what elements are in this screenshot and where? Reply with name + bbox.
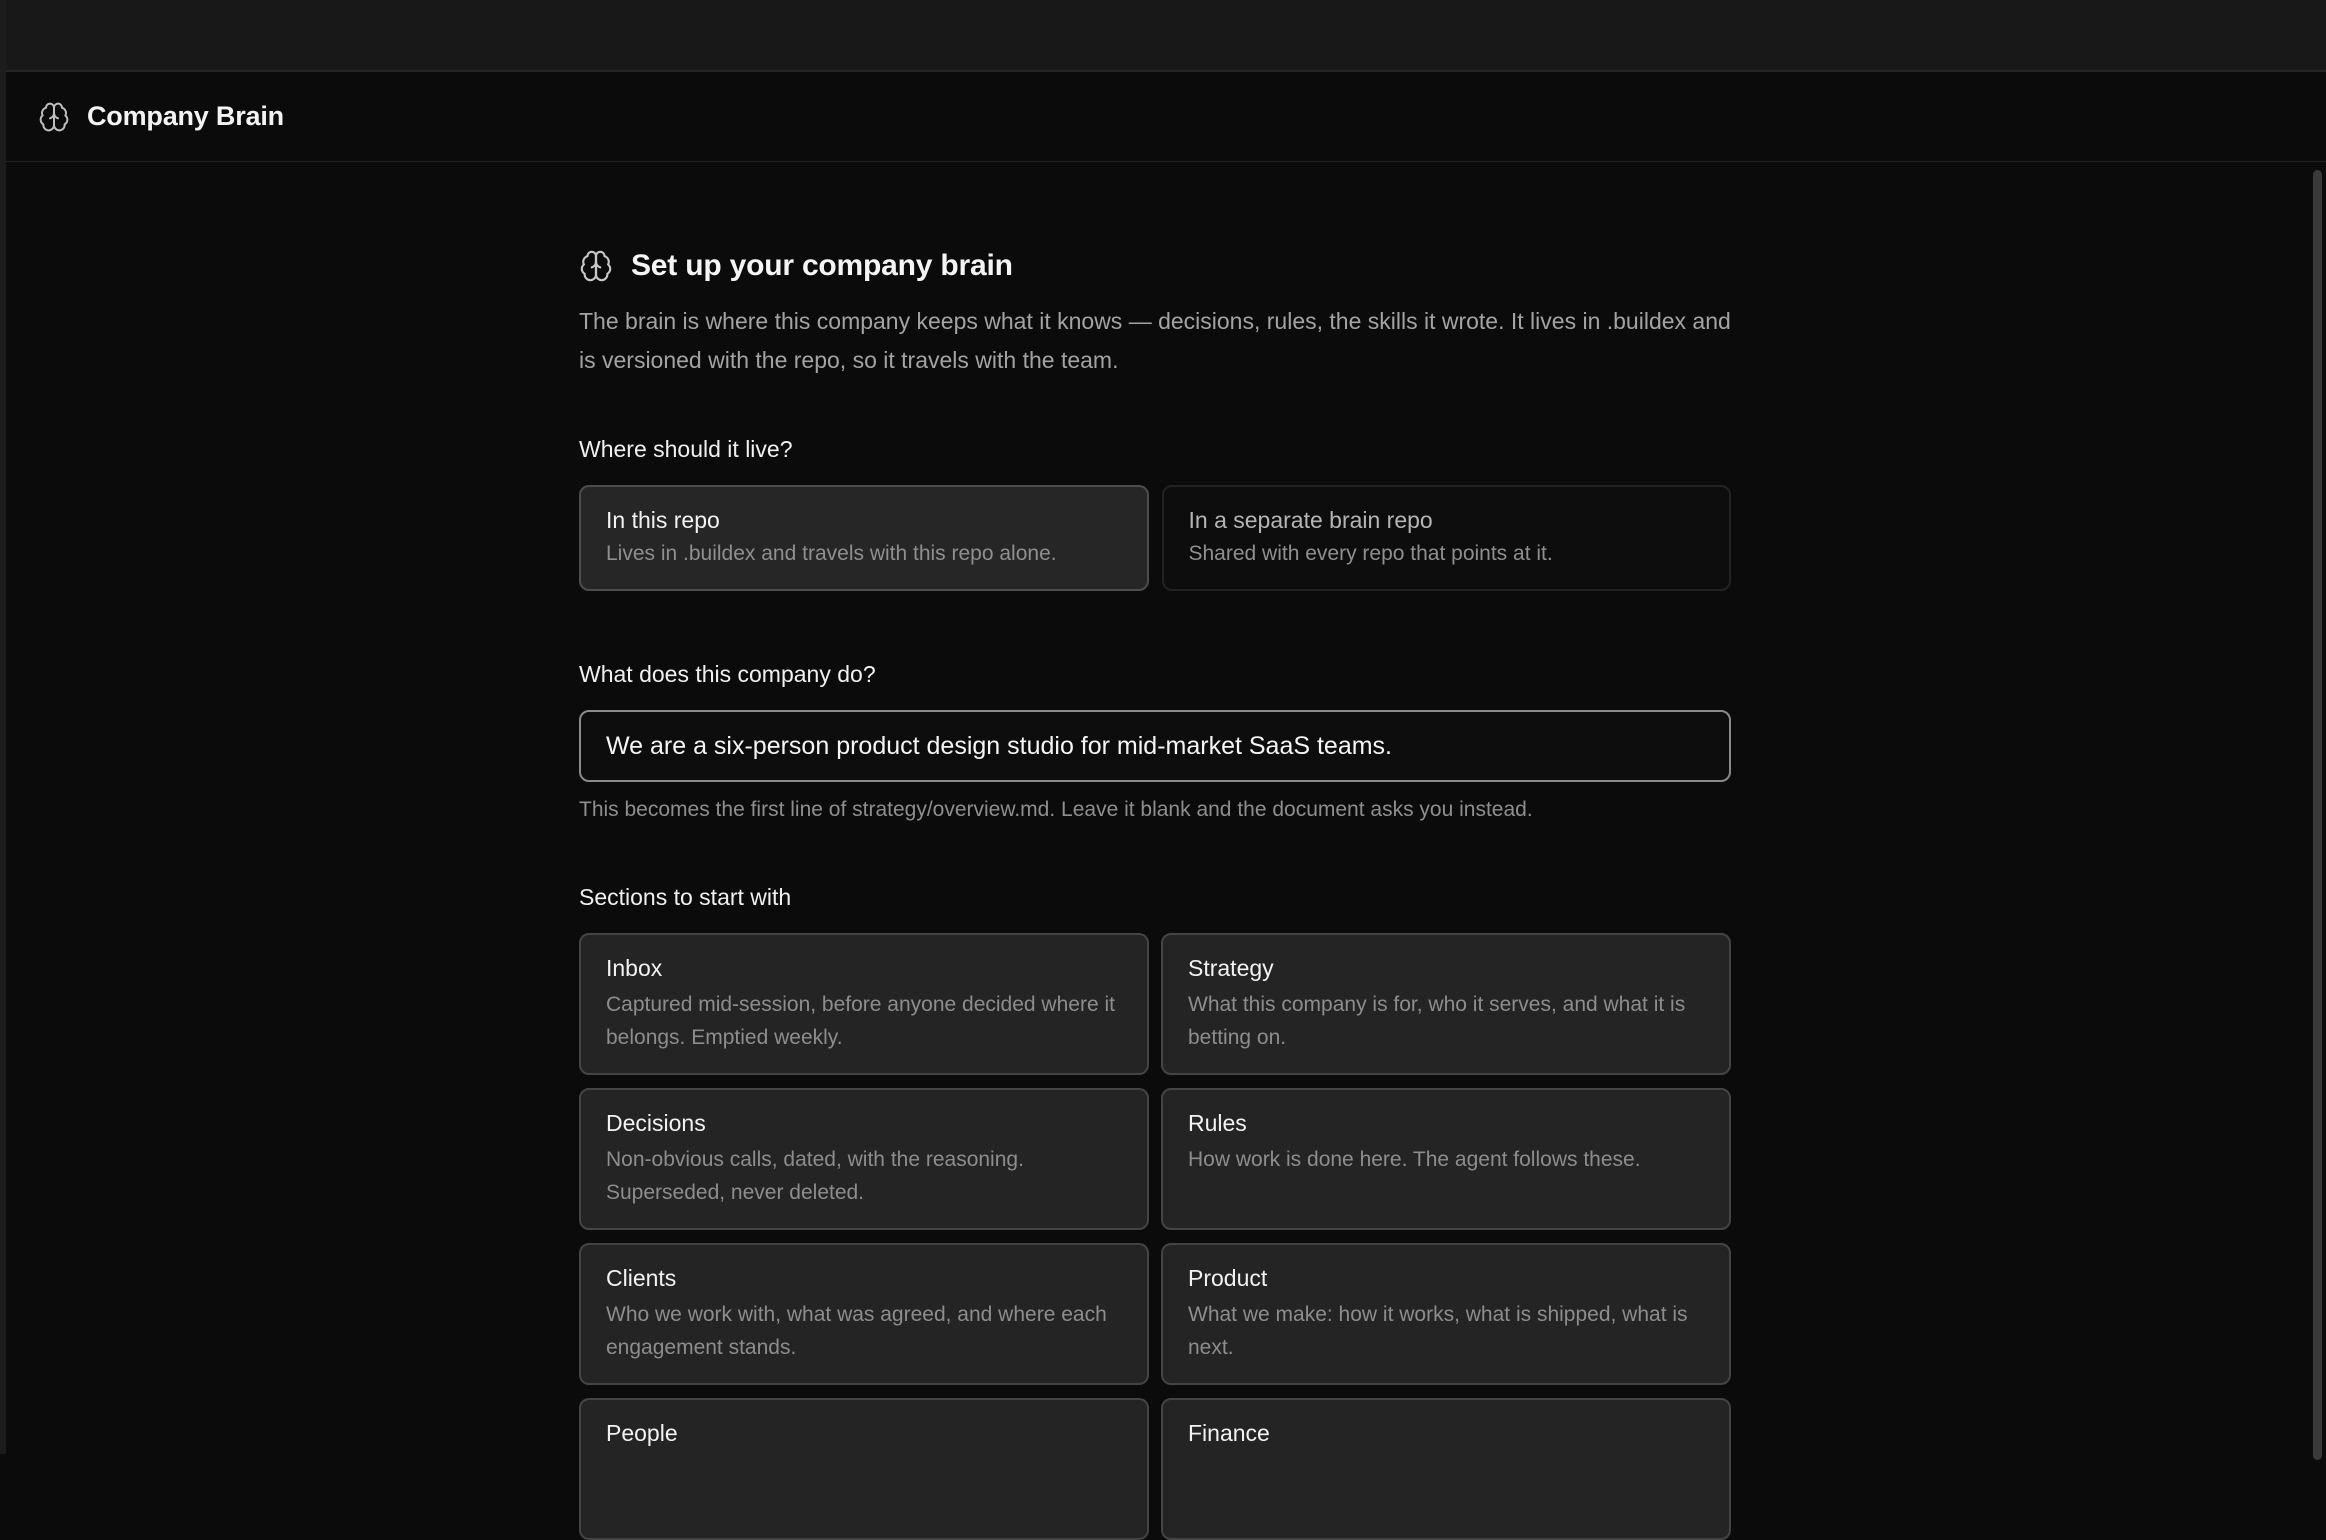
section-title: Strategy (1188, 955, 1274, 981)
section-title: Finance (1188, 1420, 1270, 1446)
section-card-inbox[interactable] (579, 933, 1149, 1075)
section-card-people[interactable] (579, 1398, 1149, 1540)
option-description: Shared with every repo that points at it. (1188, 542, 1553, 565)
section-description: What we make: how it works, what is shipped, what is next. (1188, 1303, 1688, 1359)
setup-form (579, 244, 1731, 1540)
scrollbar-thumb[interactable] (2313, 170, 2322, 1460)
section-description: What this company is for, who it serves, and what it is betting on. (1188, 993, 1686, 1049)
option-separate-brain-repo[interactable] (1162, 485, 1732, 591)
window-left-edge (0, 0, 6, 1454)
section-description: Non-obvious calls, dated, with the reasoning. Superseded, never deleted. (606, 1148, 1024, 1204)
option-title: In a separate brain repo (1188, 507, 1433, 533)
location-options (579, 485, 1731, 591)
sections-grid (579, 933, 1731, 1540)
section-card-rules[interactable] (1161, 1088, 1731, 1230)
intro-text: The brain is where this company keeps what it knows — decisions, rules, the skills it wrote. It lives in .buildex and is versioned with the repo, so it travels with the team. (579, 308, 1731, 373)
app-title: Company Brain (87, 101, 284, 131)
section-title: People (606, 1420, 678, 1446)
company-description-help: This becomes the first line of strategy/overview.md. Leave it blank and the document asks you instead. (579, 798, 1533, 821)
company-description-label: What does this company do? (579, 661, 876, 687)
app-header (6, 72, 2326, 162)
option-description: Lives in .buildex and travels with this repo alone. (606, 542, 1057, 565)
company-description-input[interactable] (579, 710, 1731, 782)
section-description: How work is done here. The agent follows these. (1188, 1148, 1641, 1171)
section-description: Who we work with, what was agreed, and where each engagement stands. (606, 1303, 1107, 1359)
section-card-strategy[interactable] (1161, 933, 1731, 1075)
sections-label: Sections to start with (579, 884, 792, 910)
section-card-clients[interactable] (579, 1243, 1149, 1385)
option-in-this-repo[interactable] (579, 485, 1149, 591)
brain-icon (579, 249, 613, 283)
location-label: Where should it live? (579, 436, 793, 462)
option-title: In this repo (606, 507, 720, 533)
section-title: Decisions (606, 1110, 706, 1136)
section-title: Clients (606, 1265, 677, 1291)
section-title: Rules (1188, 1110, 1247, 1136)
section-card-decisions[interactable] (579, 1088, 1149, 1230)
section-title: Inbox (606, 955, 663, 981)
section-title: Product (1188, 1265, 1268, 1291)
section-description: Captured mid-session, before anyone decided where it belongs. Emptied weekly. (606, 993, 1115, 1049)
setup-heading-row (579, 244, 1731, 288)
brain-icon (38, 101, 70, 133)
section-card-product[interactable] (1161, 1243, 1731, 1385)
window-titlebar (6, 0, 2326, 72)
section-card-finance[interactable] (1161, 1398, 1731, 1540)
page-title: Set up your company brain (631, 249, 1013, 282)
